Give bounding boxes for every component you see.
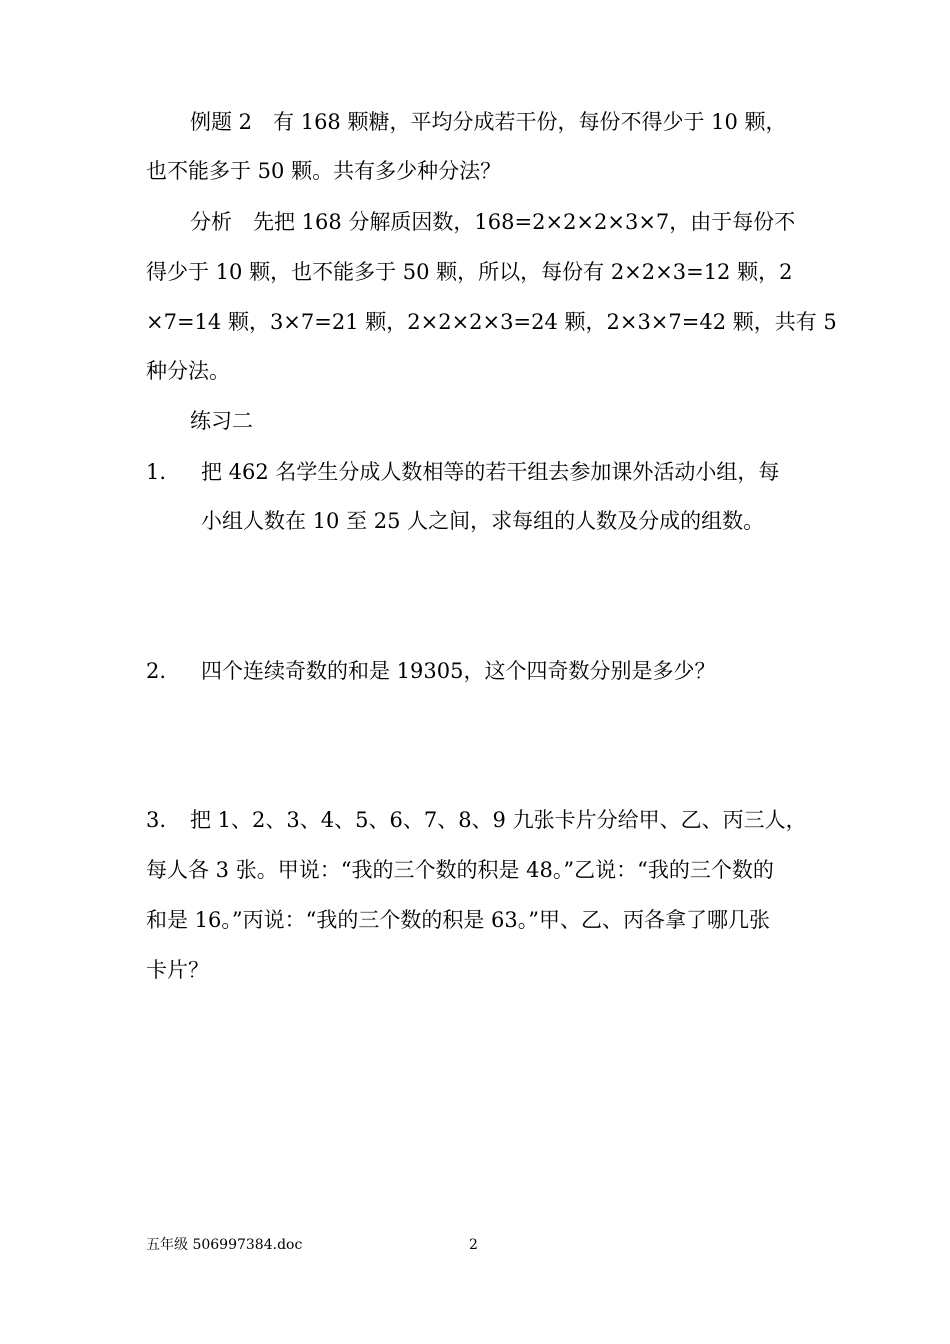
- analysis-line-1: 分析 先把 168 分解质因数，168=2×2×2×3×7，由于每份不: [190, 210, 796, 234]
- problem-3-line-3: 和是 16。”丙说：“我的三个数的积是 63。”甲、乙、丙各拿了哪几张: [146, 908, 770, 932]
- analysis-line-3: ×7=14 颗，3×7=21 颗，2×2×2×3=24 颗，2×3×7=42 颗，共有 5: [146, 310, 837, 334]
- problem-2-number: 2.: [146, 659, 167, 683]
- analysis-line-4: 种分法。: [146, 359, 230, 383]
- problem-3-line-4: 卡片？: [146, 958, 209, 982]
- example-2-line-2: 也不能多于 50 颗。共有多少种分法？: [146, 159, 502, 183]
- problem-2-line-1: 四个连续奇数的和是 19305，这个四奇数分别是多少？: [201, 659, 716, 683]
- problem-3-line-1: 把 1、2、3、4、5、6、7、8、9 九张卡片分给甲、乙、丙三人，: [190, 808, 807, 832]
- problem-1-line-1: 把 462 名学生分成人数相等的若干组去参加课外活动小组，每: [201, 460, 780, 484]
- problem-3-number: 3.: [146, 808, 167, 832]
- problem-1-line-2: 小组人数在 10 至 25 人之间，求每组的人数及分成的组数。: [201, 509, 765, 533]
- practice-title: 练习二: [190, 409, 253, 433]
- footer-page-number: 2: [469, 1237, 478, 1253]
- analysis-line-2: 得少于 10 颗，也不能多于 50 颗，所以，每份有 2×2×3=12 颗，2: [146, 260, 793, 284]
- problem-1-number: 1.: [146, 460, 167, 484]
- problem-3-line-2: 每人各 3 张。甲说：“我的三个数的积是 48。”乙说：“我的三个数的: [146, 858, 774, 882]
- footer-filename: 五年级 506997384.doc: [146, 1237, 303, 1253]
- example-2-line-1: 例题 2 有 168 颗糖，平均分成若干份，每份不得少于 10 颗，: [190, 110, 787, 134]
